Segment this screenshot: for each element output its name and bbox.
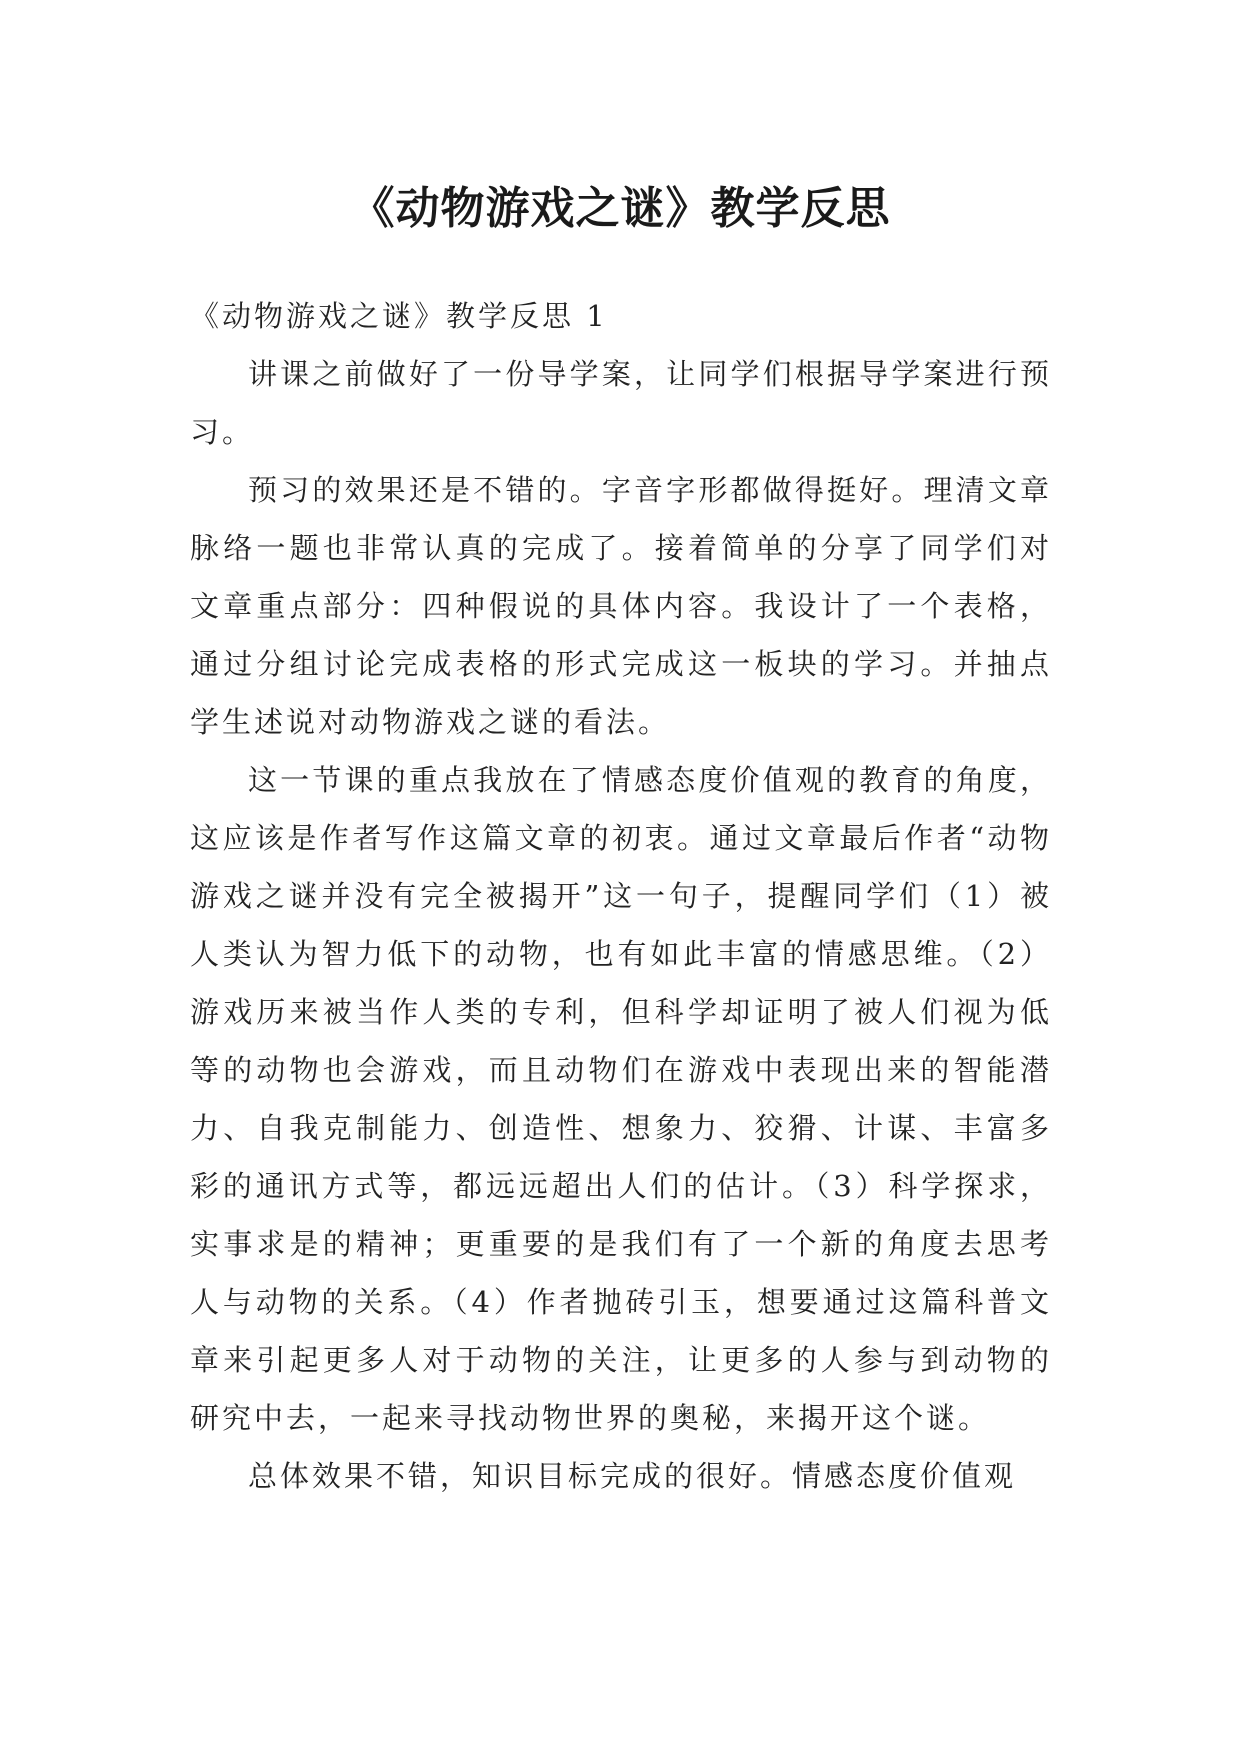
- paragraph-2: 预习的效果还是不错的。字音字形都做得挺好。理清文章脉络一题也非常认真的完成了。接着简单的分享了同学们对文章重点部分：四种假说的具体内容。我设计了一个表格，通过分组讨论完成表格的形式完成这一板块的学习。并抽点学生述说对动物游戏之谜的看法。: [190, 473, 1052, 739]
- section-heading: 《动物游戏之谜》教学反思 1: [190, 299, 608, 333]
- paragraph-4: 总体效果不错，知识目标完成的很好。情感态度价值观: [248, 1459, 1017, 1493]
- document-title: 《动物游戏之谜》教学反思: [350, 183, 891, 235]
- document-body: [190, 287, 1052, 1505]
- paragraph-3: 这一节课的重点我放在了情感态度价值观的教育的角度，这应该是作者写作这篇文章的初衷。通过文章最后作者“动物游戏之谜并没有完全被揭开”这一句子，提醒同学们（1）被人类认为智力低下的动物，也有如此丰富的情感思维。（2）游戏历来被当作人类的专利，但科学却证明了被人们视为低等的动物也会游戏，而且动物们在游戏中表现出来的智能潜力、自我克制能力、创造性、想象力、狡猾、计谋、丰富多彩的通讯方式等，都远远超出人们的估计。（3）科学探求，实事求是的精神；更重要的是我们有了一个新的角度去思考人与动物的关系。（4）作者抛砖引玉，想要通过这篇科普文章来引起更多人对于动物的关注，让更多的人参与到动物的研究中去，一起来寻找动物世界的奥秘，来揭开这个谜。: [190, 763, 1052, 1435]
- paragraph-1: 讲课之前做好了一份导学案，让同学们根据导学案进行预习。: [190, 357, 1052, 449]
